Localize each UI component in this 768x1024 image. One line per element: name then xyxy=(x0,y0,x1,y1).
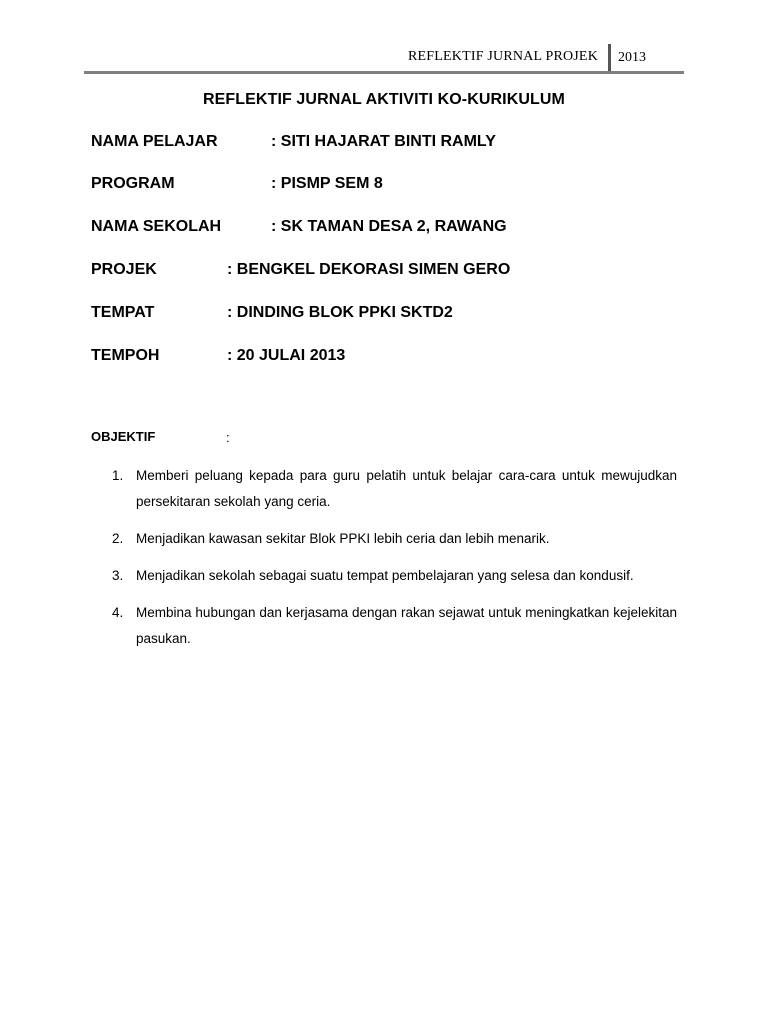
header-year: 2013 xyxy=(618,50,646,65)
header-rule xyxy=(84,71,684,74)
objective-label: OBJEKTIF xyxy=(91,429,156,444)
objective-list xyxy=(112,463,677,663)
document-title: REFLEKTIF JURNAL AKTIVITI KO-KURIKULUM xyxy=(202,91,565,108)
objective-item xyxy=(112,526,677,552)
header-divider xyxy=(608,44,611,74)
field-label: TEMPOH xyxy=(91,347,160,364)
field-value: : PISMP SEM 8 xyxy=(271,175,383,192)
objective-text: Membina hubungan dan kerjasama dengan rakan sejawat untuk meningkatkan kejelekitan pasukan. xyxy=(136,605,677,646)
objective-text: Menjadikan kawasan sekitar Blok PPKI lebih ceria dan lebih menarik. xyxy=(136,531,550,546)
field-value: : BENGKEL DEKORASI SIMEN GERO xyxy=(227,261,511,278)
objective-item xyxy=(112,600,677,652)
objective-item xyxy=(112,463,677,515)
header-title: REFLEKTIF JURNAL PROJEK xyxy=(408,49,598,64)
field-label: PROGRAM xyxy=(91,175,175,192)
running-header xyxy=(84,44,684,74)
objective-number: 4. xyxy=(112,605,124,620)
field-label: NAMA SEKOLAH xyxy=(91,218,222,235)
objective-number: 2. xyxy=(112,531,124,546)
field-label: PROJEK xyxy=(91,261,157,278)
objective-text: Menjadikan sekolah sebagai suatu tempat pembelajaran yang selesa dan kondusif. xyxy=(136,568,634,583)
objective-number: 3. xyxy=(112,568,124,583)
objective-colon: : xyxy=(226,430,230,445)
field-value: : SK TAMAN DESA 2, RAWANG xyxy=(271,218,507,235)
objective-text: Memberi peluang kepada para guru pelatih untuk belajar cara-cara untuk mewujudkan persekitaran sekolah yang ceria. xyxy=(136,468,677,509)
objective-number: 1. xyxy=(112,468,124,483)
field-label: NAMA PELAJAR xyxy=(91,133,218,150)
field-value: : SITI HAJARAT BINTI RAMLY xyxy=(271,133,496,150)
field-value: : DINDING BLOK PPKI SKTD2 xyxy=(227,304,453,321)
field-value: : 20 JULAI 2013 xyxy=(227,347,346,364)
field-label: TEMPAT xyxy=(91,304,155,321)
objective-item xyxy=(112,563,677,589)
